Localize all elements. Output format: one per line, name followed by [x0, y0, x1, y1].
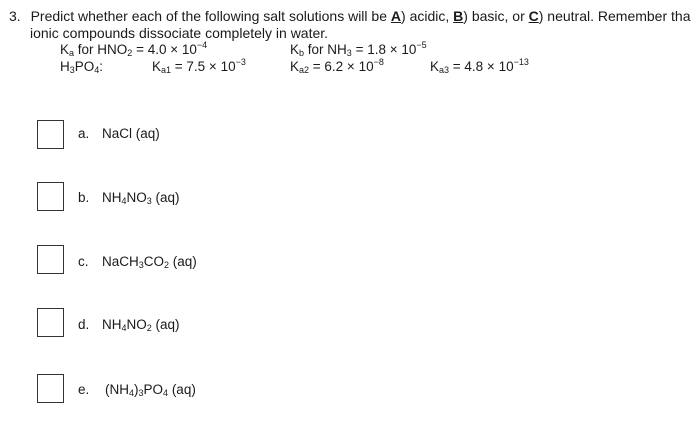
option-b: [78, 190, 180, 205]
option-e-formula: $(NH_4)_3PO_4$ (aq): [105, 382, 196, 398]
h3po4-label: $H_3PO_4$:: [60, 59, 104, 75]
checkbox-b[interactable]: [37, 182, 64, 211]
option-key-a: A: [390, 8, 402, 24]
option-c-letter: c.: [78, 254, 89, 269]
option-c-formula: $NaCH_3CO_2$ (aq): [102, 254, 197, 270]
option-b-formula: $NH_4NO_3$ (aq): [102, 190, 180, 206]
checkbox-d[interactable]: [37, 308, 64, 337]
ka3: $K_{a3} = 4.8 \times 10^{-13}$: [430, 57, 529, 75]
option-e-letter: e.: [78, 382, 90, 397]
option-e: [78, 382, 196, 397]
option-a: [78, 126, 160, 141]
question-line-1: [9, 8, 690, 24]
option-d-letter: d.: [78, 317, 90, 332]
option-b-letter: b.: [78, 190, 90, 205]
option-a-formula: NaCl (aq): [102, 126, 160, 141]
checkbox-c[interactable]: [37, 245, 64, 274]
ka1: $K_{a1} = 7.5 \times 10^{-3}$: [152, 57, 246, 75]
option-word-acidic: ) acidic,: [401, 8, 454, 24]
option-c: [78, 254, 197, 269]
option-d-formula: $NH_4NO_2$ (aq): [102, 317, 180, 333]
question-number: 3.: [9, 8, 21, 24]
question-prompt: Predict whether each of the following salt solutions will be: [30, 8, 391, 24]
option-a-letter: a.: [78, 126, 90, 141]
option-key-c: C: [528, 8, 539, 24]
checkbox-e[interactable]: [37, 374, 64, 403]
kb-nh3: $K_b$ for $NH_3 = 1.8 \times 10^{-5}$: [290, 40, 427, 58]
option-word-neutral: ) neutral. Remember tha: [538, 8, 691, 24]
ka-hno2: $K_a$ for $HNO_2 = 4.0 \times 10^{-4}$: [60, 40, 208, 58]
checkbox-a[interactable]: [37, 120, 64, 149]
question-line-2: ionic compounds dissociate completely in water.: [30, 25, 329, 41]
option-d: [78, 317, 180, 332]
ka2: $K_{a2} = 6.2 \times 10^{-8}$: [290, 57, 384, 75]
option-key-b: B: [453, 8, 464, 24]
option-word-basic: ) basic, or: [463, 8, 529, 24]
